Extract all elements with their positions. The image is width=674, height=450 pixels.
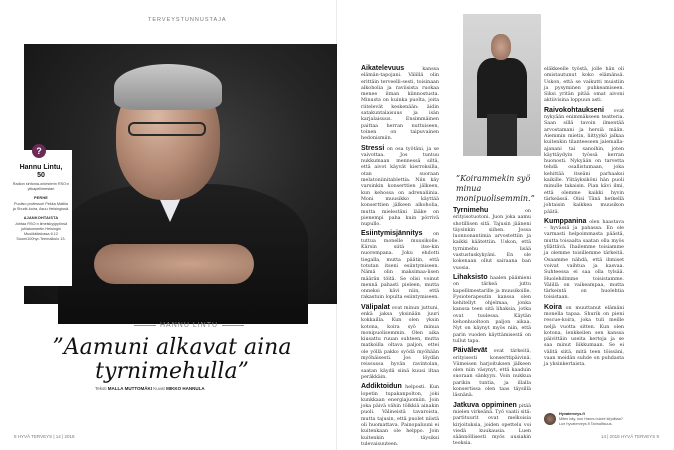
- paragraph: Tyrnimehu on erityisotuotoni. Juon joka aamu shotillisen sitä. Tajusin jääneni täysinkin siihen. Jossa luonnonantimia arvostettiin ja kaikki käätettiin. Uskon, että tyrnimehu lisää vastustuskykyäni. En ole kokenaan ollut sairaana ban vuosia.: [453, 207, 531, 271]
- section-label: TERVEYSTUNNUSTAJA: [148, 17, 227, 23]
- right-folio: 14 | 2018 HYVÄ TERVEYS 9: [601, 434, 660, 439]
- text-column-2: [453, 208, 531, 450]
- credit-text-label: Teksti: [95, 386, 107, 391]
- family-label: PERHE: [33, 196, 49, 200]
- article-byline: HANNU LINTU: [130, 322, 248, 329]
- paragraph: Lihaksisto haalen päämieni on tärkeä juttu kapellimestarille ja muusikoille. Fysioterapeutin kanssa olen kehitellyt ohjelmaa, jonka kanssa teen sitä lihaksia, jotka ovat tuulessa. Käytän kehonhuoltoon paljon aikaa. Nyt on käynyt myös niin, että parin vuoden käyttämisestä on tullut tapa.: [453, 273, 531, 344]
- text-column-3: [544, 66, 624, 406]
- author-text: [559, 412, 629, 426]
- paragraph: Aikatelevuus kanssa elämän-tapojani. Välillä olin erittäin terveelli-sesti, toisinaan alkoholia ja raviisista ruokaa menee ilman kiinnostusta. Minusta on kuinka puolta, joita riitelevät keskenään: äidin satakuntalaisuus ja isän karjalaisuus. Ensimmäinen paittaa herran nuttuiseen, toinen on taipuvainen hedonismiin.: [361, 65, 439, 142]
- paragraph: Raivokohtaukseni ovat nykyään enimmäkseen teatteria. Saan sillä tavoin ilmentää arvostamani ja hersiä mään. Aiemmin mietin, liittyykö jalkaa kuitenkin tilanteeseen jalemalla-ajanani tai sanoihin, joten käyttäydyin työssä kerran huonosti. Nykyään on tarvetta tehdä osallistumaan, joka kehittää itseäni parhaaksi kaikille. Ylitäyksiköni hän puoli minulle takaisin. Pian kävi ilmi, että olemme kaikki hyvin tärkeässä. Olisi Tänä hetkellä johtaisin kaikkea muusikon päätä.: [544, 106, 624, 215]
- paragraph: Välipalat ovat minun juttuni, enkä jaksa yksinään juuri kokkailla. Kun olen yksin kotona, koira syö minua monipuolisemmin. Olen aika kiusattu ruuan suhteen, mutta matkoilla oltava paljon, ettei ole yöllä pakko syödä myöhään myöhäisesti. Jos löydän reissussa hyvän ravintolan, saatan käydä siinä kuusi iltaa peräkkäin.: [361, 303, 439, 380]
- question-badge-icon: ?: [32, 144, 46, 158]
- paragraph: Päivälevät ovat tärkeitä, erityisesti konserttipäivinä. Viimeisen harjoituksen jälkeen olen niin väsynyt, että kaaduin suoraan sänkyyn. Voin nukkua parikin tuntia, ja illalla konsertissa olen taas täysillä läsnänä.: [453, 347, 531, 399]
- profile-info-box: [10, 146, 72, 286]
- credit-photo-label: Kuvat: [153, 386, 165, 391]
- article-credits: [95, 386, 205, 391]
- pull-quote: ”Koirammekin syö minua monipuolisemmin.”: [456, 174, 535, 203]
- standing-body: [477, 58, 527, 118]
- standing-portrait-photo: [463, 14, 541, 156]
- author-name: Hyvaterveys.fi: [559, 412, 585, 416]
- credit-text-author: MALLA MUTTOMÄKI: [107, 386, 153, 391]
- profile-bio: Radion sinfonia-orkesterin RSO:n ylikapellimestari: [12, 182, 70, 191]
- hero-portrait-photo: [24, 44, 351, 304]
- profile-name: Hannu Lintu,: [19, 164, 63, 171]
- text-column-1: [361, 65, 439, 447]
- paragraph: Addiktoidun helposti. Kun lopetin tupakanpolton, joki kunkkaan energiajuomiin. Join joka päivä vähin tölkkiä ainakin puoli. Välineistä tavaroista, mutta tajusin, että puolet niistä oli huomattava. Painopaluuni ei kuitenkaan ole helppo. Join kuitenkin täysiksi tulevaisuuteen.: [361, 383, 439, 447]
- current-text: Johtaa RSO:n ilmeiskyyppiinsä juhlakonsertin Helsingin Musiikkitalossa 6.12 Suomi100hyr-Teemalkulo 13.: [14, 222, 68, 241]
- standing-legs: [487, 114, 517, 156]
- paragraph: Kumppanina olen haastava – hyvässä ja pahassa. En ole varmasti helpoimmasta päästä, mutta toisaalta saatan olla myös yllättävä. Ihailemme toisiamme ja olemme toisillemme tärkeitä. Osaamme nähdä, että ihmiset voivat vaihtua ja kasvaa. Suhteessa ei saa olla tylsää. Huolehdimme toisistamme. Välillä on vaikeampaa, mutta tärkeintä on huolehtia toisistaan.: [544, 217, 624, 301]
- paragraph: eläkkeelle työstä, jolle hän oli omistautunut koko elämänsä. Uskon, että se vaikutti muistiin ja pysyminen puhkeamiseen. Siksi yritän pitää omat aivoni aktiivisina loppuun asti.: [544, 67, 624, 104]
- family-text: Puoliso professori Pekka Mattila ja Shurik-koira, Asuu Helsingissä.: [12, 202, 70, 211]
- author-avatar: [544, 413, 556, 425]
- profile-age: 50: [37, 172, 45, 179]
- author-blurb: Miten käy, kun Hannu lukee kirjoittaa? Lue hyvaterveys.fi Tarinallisuus.: [559, 416, 623, 426]
- article-headline: ”Aamuni alkavat aina tyrnimehulla”: [52, 335, 292, 384]
- paragraph: Stressi on osa työtäni, ja se vaivottaa. Jos tuntuu nukkumaan mennessä siltä, että aivot käyvät kierroksilla, otan suoraan melatoniinitablettia. Niin käy varsinkin konserttien jälkeen, kun kehossa on adrenaliinia. Moni muusikko käyttää konserttien jälkeen alkoholia, mutta mielestäni lääke on pienempi paha kuin pörrivä nupullo.: [361, 144, 439, 228]
- portrait-hair: [114, 64, 222, 110]
- standing-head: [491, 34, 511, 60]
- credit-photo-author: MIKKO HANNULA: [166, 386, 205, 391]
- portrait-hand: [94, 244, 254, 284]
- paragraph: Jatkuva oppiminen pitää mielen virkeänä. Työ vaatii sitä: partituurit ovat melkoisia kirjoituksia, joiden opettelu voi viedä kuukausia. Luen säännöllisesti myös uusiakin teoksia.: [453, 401, 532, 447]
- paragraph: Esiintymisjännitys on tuttua monelle muusikolle. Kärsin siitä itse-kin nuorempana. Joku ehdotti tiegalla, mutta päätin, että totutan itseni esiintymiseen. Nämä olin maksimaa-lisen määrän töitä. Se olisi voinut mennä pahasti pieleen, mutta onneksi kävi niin, että rakastuin lopulta esiintymiseen.: [361, 230, 439, 301]
- paragraph: Koira on muuttanut elämäni monella tapaa. Shurik on pieni rescue-koira, joka tuli meille neljä vuotta sitten. Kun olen kotona, lenkkeilen sen kanssa päivittäin useita kertoja ja se saa minut liikkumaan. Se ei välitä siitä, mitä teen töissäni, vaan meidän suhde on puhdasta ja yksinkertaista.: [544, 303, 624, 368]
- current-label: AJANKOHTAISTA: [23, 216, 59, 220]
- portrait-glasses: [128, 122, 206, 136]
- left-folio: 8 HYVÄ TERVEYS | 14 | 2018: [14, 434, 75, 439]
- author-box: [544, 412, 628, 430]
